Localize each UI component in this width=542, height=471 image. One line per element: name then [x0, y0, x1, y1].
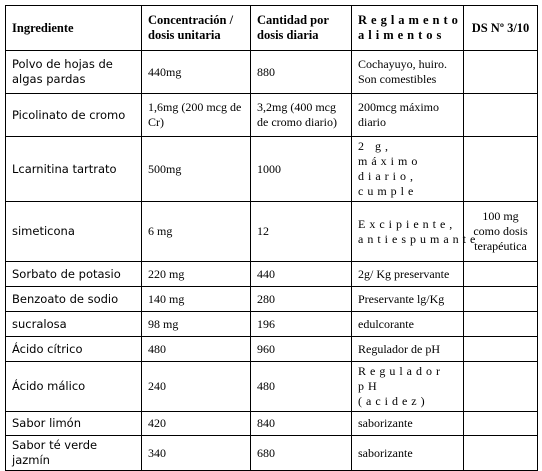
cell-cantidad: 880: [251, 51, 352, 94]
cell-cantidad: 3,2mg (400 mcg de cromo diario): [251, 94, 352, 137]
cell-cantidad: 680: [251, 436, 352, 471]
cell-ingrediente: Benzoato de sodio: [6, 287, 142, 312]
table-row: [6, 137, 538, 202]
table-row: [6, 436, 538, 471]
table-row: [6, 51, 538, 94]
header-row: [6, 6, 538, 51]
cell-ds: [464, 262, 538, 287]
cell-reglamento: saborizante: [352, 412, 464, 436]
cell-cantidad: 840: [251, 412, 352, 436]
ingredients-table: [5, 5, 538, 471]
cell-ingrediente: Polvo de hojas de algas pardas: [6, 51, 142, 94]
cell-reglamento: Excipiente, antiespumante: [352, 202, 464, 262]
cell-concentracion: 480: [142, 337, 251, 362]
table-row: [6, 262, 538, 287]
table-row: [6, 412, 538, 436]
cell-reglamento: 2 g, máximo diario, cumple: [352, 137, 464, 202]
cell-ingrediente: sucralosa: [6, 312, 142, 337]
cell-concentracion: 500mg: [142, 137, 251, 202]
cell-cantidad: 480: [251, 362, 352, 412]
cell-reglamento: Regulador de pH: [352, 337, 464, 362]
cell-ingrediente: Lcarnitina tartrato: [6, 137, 142, 202]
cell-ds: [464, 94, 538, 137]
cell-concentracion: 1,6mg (200 mcg de Cr): [142, 94, 251, 137]
cell-reglamento: edulcorante: [352, 312, 464, 337]
cell-concentracion: 340: [142, 436, 251, 471]
table-row: [6, 94, 538, 137]
cell-ds: [464, 137, 538, 202]
cell-ingrediente: Sorbato de potasio: [6, 262, 142, 287]
cell-concentracion: 220 mg: [142, 262, 251, 287]
cell-ds: [464, 287, 538, 312]
cell-concentracion: 240: [142, 362, 251, 412]
cell-concentracion: 98 mg: [142, 312, 251, 337]
cell-cantidad: 280: [251, 287, 352, 312]
cell-concentracion: 6 mg: [142, 202, 251, 262]
cell-concentracion: 420: [142, 412, 251, 436]
cell-ingrediente: Ácido cítrico: [6, 337, 142, 362]
header-ds: DS Nº 3/10: [464, 6, 538, 51]
cell-ds: [464, 362, 538, 412]
cell-cantidad: 1000: [251, 137, 352, 202]
cell-ds: 100 mg como dosis terapéutica: [464, 202, 538, 262]
cell-reglamento: saborizante: [352, 436, 464, 471]
cell-ingrediente: Sabor té verde jazmín: [6, 436, 142, 471]
header-reglamento: Reglamento alimentos: [352, 6, 464, 51]
cell-concentracion: 140 mg: [142, 287, 251, 312]
cell-ds: [464, 337, 538, 362]
cell-cantidad: 12: [251, 202, 352, 262]
cell-cantidad: 440: [251, 262, 352, 287]
cell-reglamento: Preservante lg/Kg: [352, 287, 464, 312]
cell-ds: [464, 312, 538, 337]
table-row: [6, 337, 538, 362]
cell-cantidad: 960: [251, 337, 352, 362]
header-cantidad: Cantidad por dosis diaria: [251, 6, 352, 51]
cell-reglamento: Regulador pH (acidez): [352, 362, 464, 412]
header-ingrediente: Ingrediente: [6, 6, 142, 51]
table-row: [6, 287, 538, 312]
cell-reglamento: 2g/ Kg preservante: [352, 262, 464, 287]
table-row: [6, 202, 538, 262]
cell-ingrediente: Picolinato de cromo: [6, 94, 142, 137]
cell-ingrediente: Sabor limón: [6, 412, 142, 436]
cell-ds: [464, 51, 538, 94]
cell-reglamento: Cochayuyo, huiro. Son comestibles: [352, 51, 464, 94]
cell-ingrediente: simeticona: [6, 202, 142, 262]
table-row: [6, 312, 538, 337]
header-concentracion: Concentración / dosis unitaria: [142, 6, 251, 51]
cell-concentracion: 440mg: [142, 51, 251, 94]
table-row: [6, 362, 538, 412]
cell-ds: [464, 436, 538, 471]
cell-reglamento: 200mcg máximo diario: [352, 94, 464, 137]
cell-ingrediente: Ácido málico: [6, 362, 142, 412]
cell-ds: [464, 412, 538, 436]
cell-cantidad: 196: [251, 312, 352, 337]
